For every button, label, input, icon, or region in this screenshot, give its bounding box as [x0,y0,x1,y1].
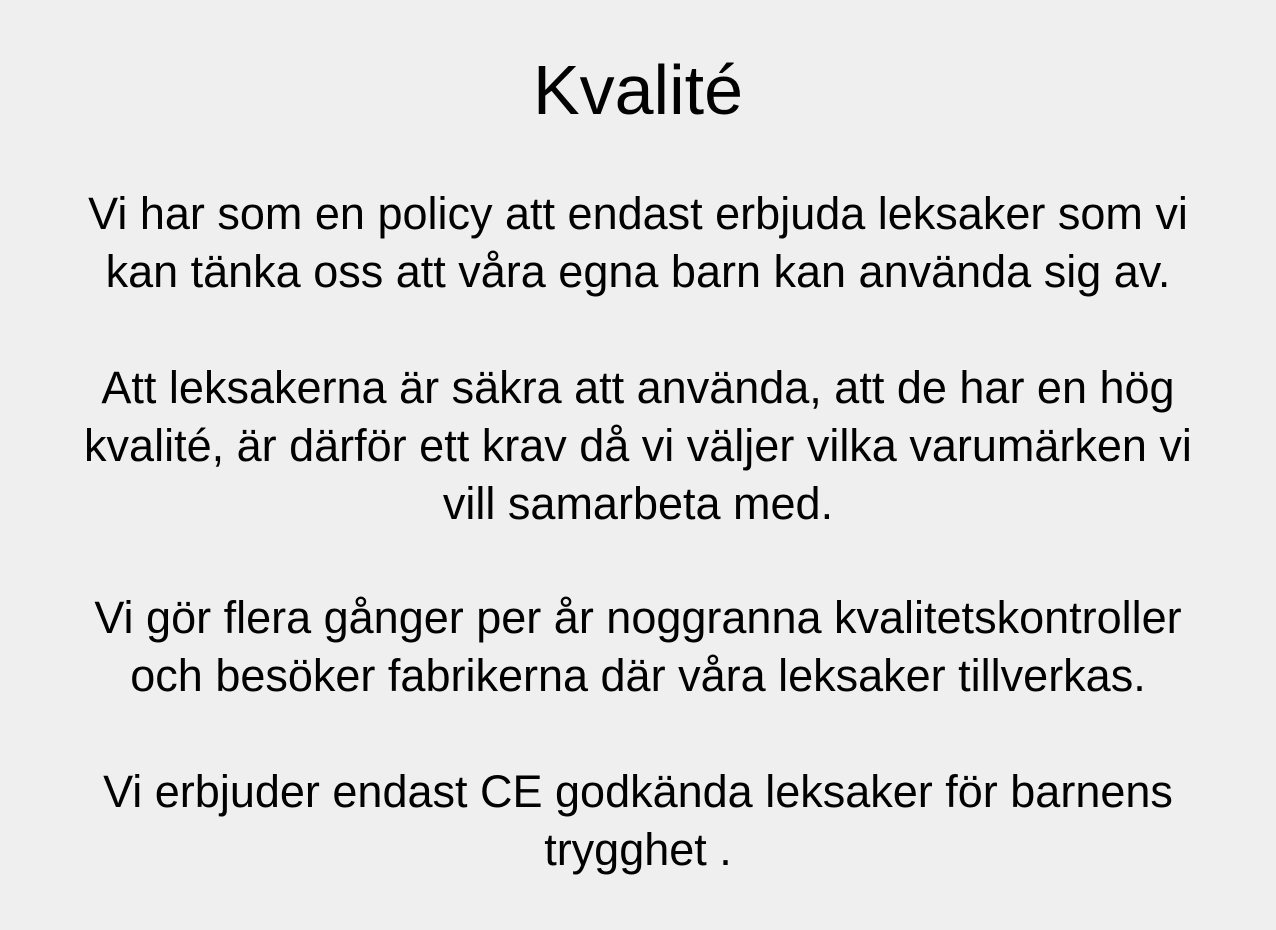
paragraph-policy [30,185,1246,301]
page-title: Kvalité [532,51,744,129]
paragraph-line: Vi erbjuder endast CE godkända leksaker för barnens [103,766,1173,817]
paragraph-ce-approval [30,763,1246,879]
paragraph-quality-control [30,589,1246,705]
paragraph-safety [30,359,1246,533]
paragraph-line: och besöker fabrikerna där våra leksaker tillverkas. [130,650,1146,701]
paragraph-line: Vi gör flera gånger per år noggranna kvalitetskontroller [94,592,1182,643]
paragraph-line: kan tänka oss att våra egna barn kan använda sig av. [105,246,1171,297]
paragraph-line: trygghet . [544,824,732,875]
paragraph-line: Att leksakerna är säkra att använda, att de har en hög [101,362,1175,413]
paragraph-line: vill samarbeta med. [442,478,834,529]
paragraph-line: Vi har som en policy att endast erbjuda leksaker som vi [88,188,1188,239]
paragraph-line: kvalité, är därför ett krav då vi väljer vilka varumärken vi [84,420,1192,471]
